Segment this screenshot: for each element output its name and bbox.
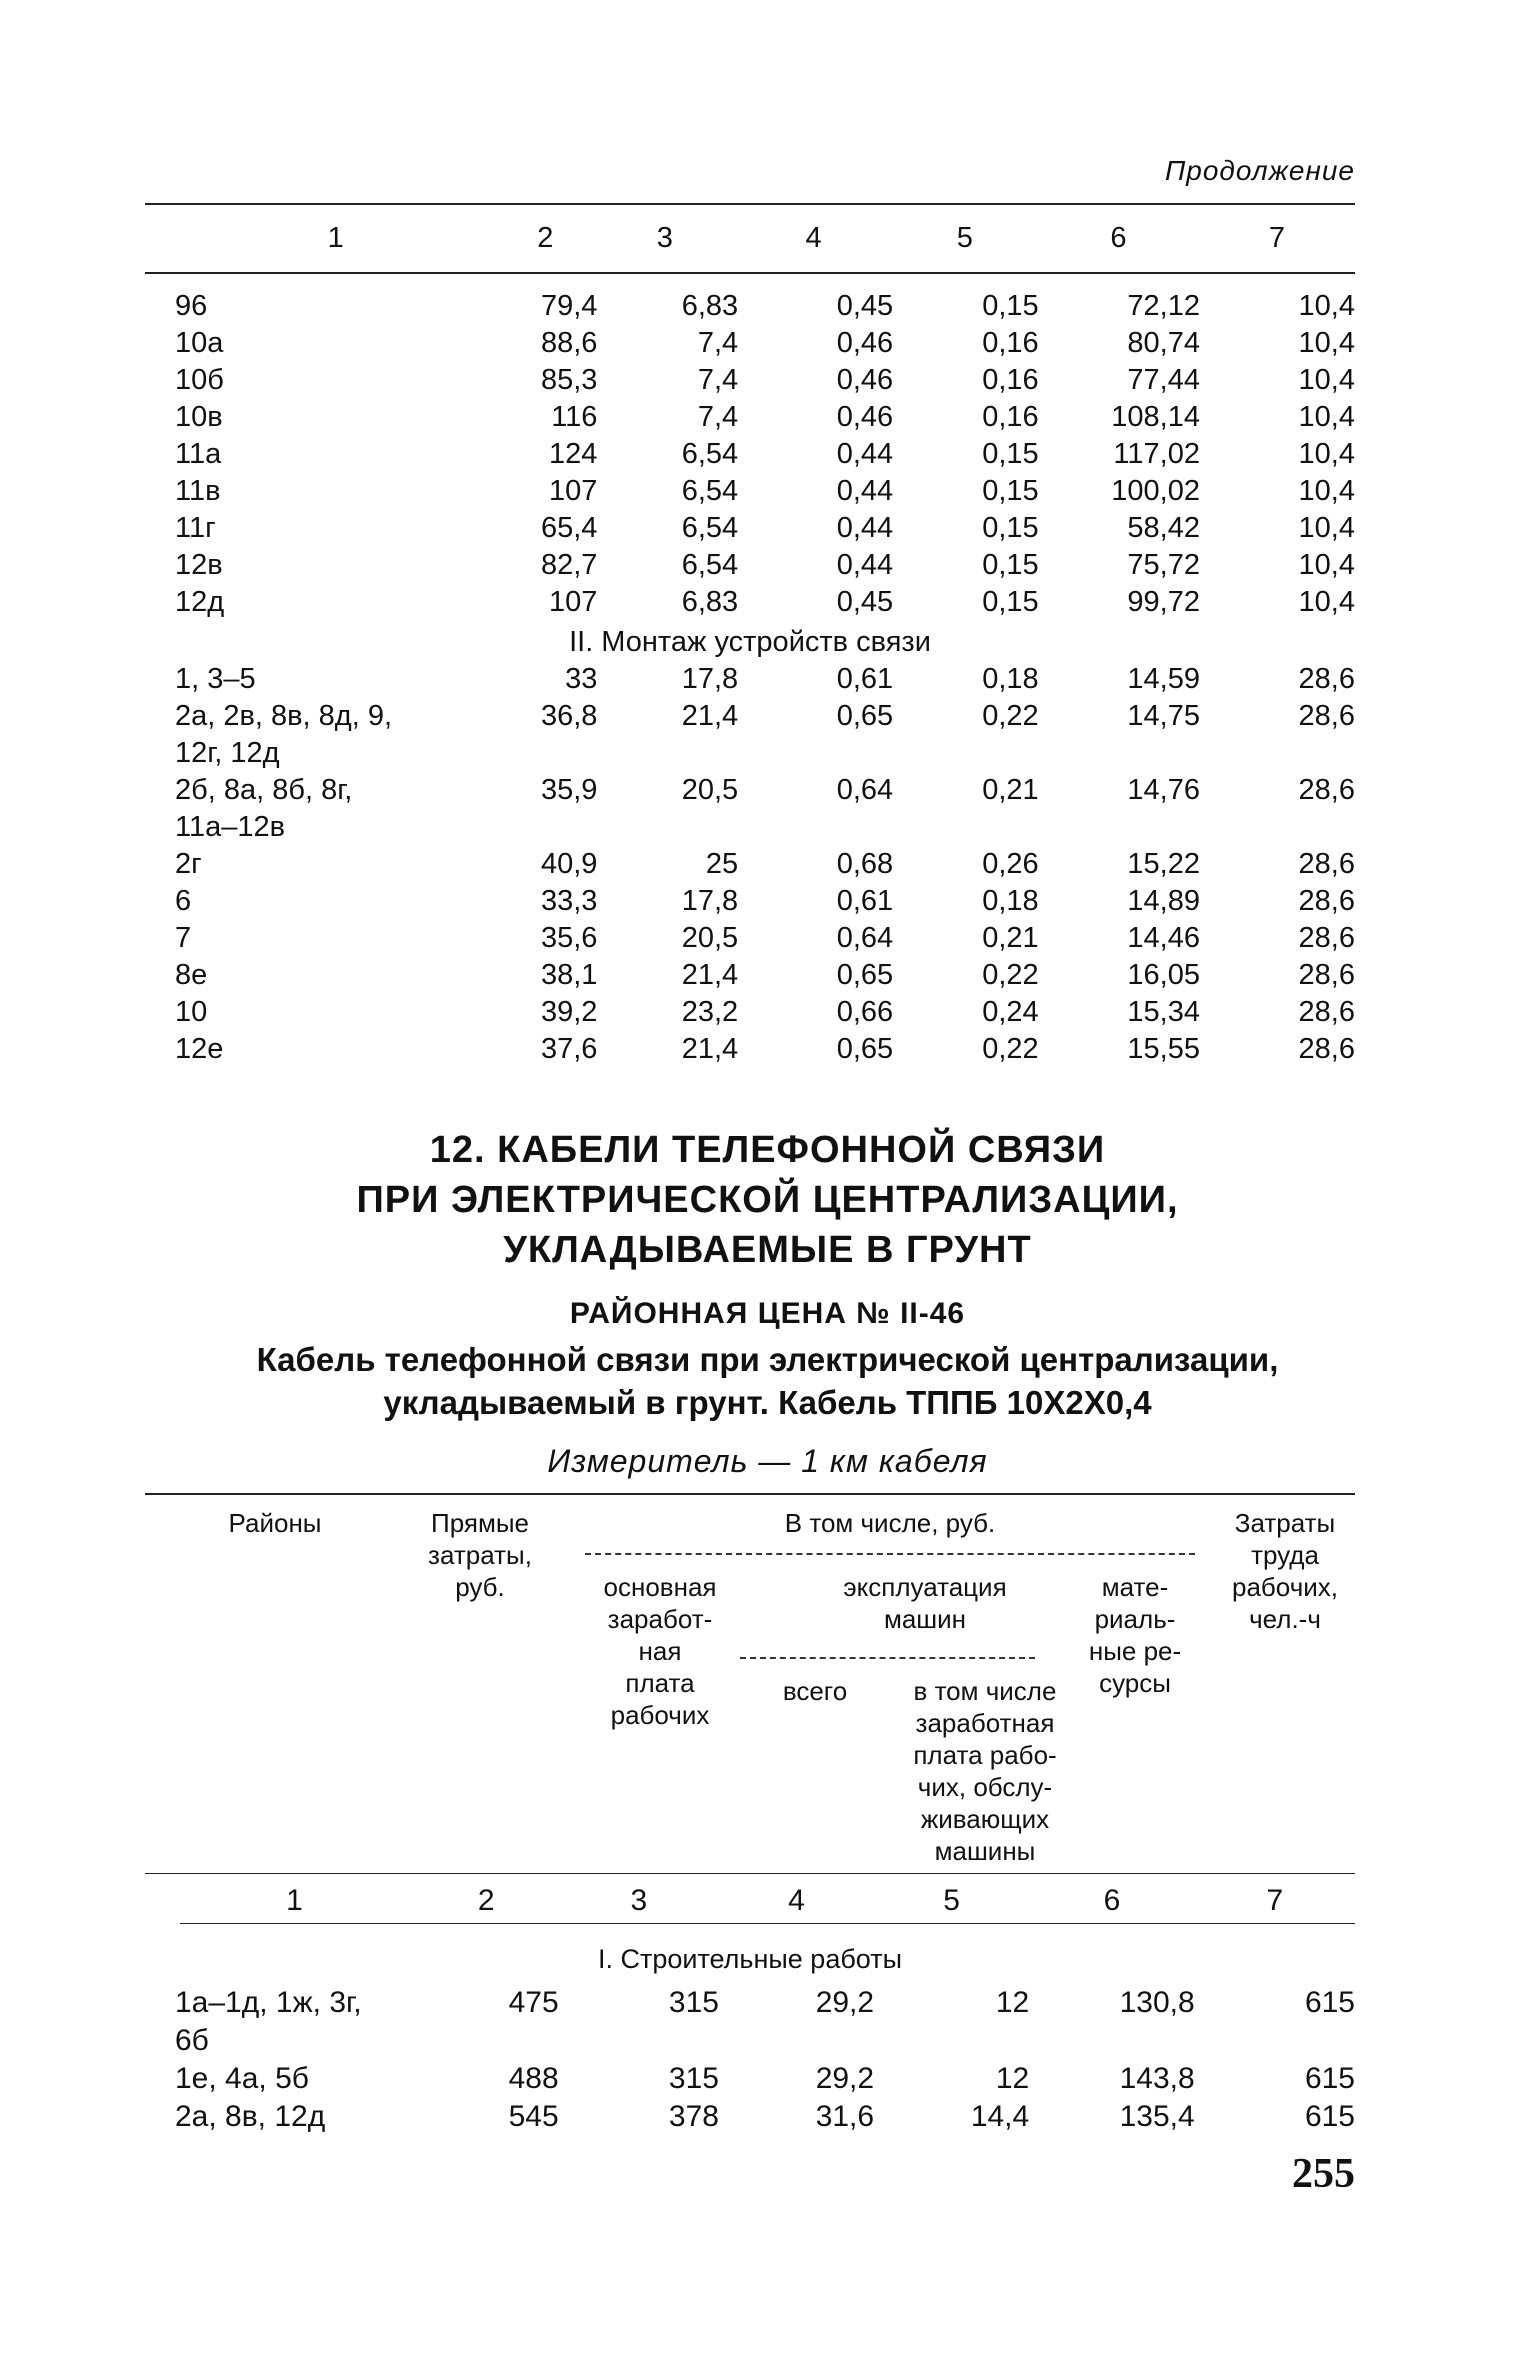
cell: 0,22: [982, 700, 1039, 732]
cell: 6,54: [681, 438, 739, 470]
cell: 28,6: [1298, 885, 1355, 917]
cell: 17,8: [681, 885, 739, 917]
cell: 21,4: [681, 1033, 739, 1065]
row-label: [145, 2098, 414, 2136]
table-row: [145, 1984, 1355, 2060]
cell: 31,6: [815, 2100, 875, 2133]
cell: 38,1: [540, 959, 598, 991]
cell: 0,15: [982, 586, 1039, 618]
row-label: 11г: [175, 512, 216, 544]
cell: 14,59: [1127, 663, 1200, 695]
cell: 545: [508, 2100, 559, 2133]
cell: 0,24: [982, 996, 1039, 1028]
cell: 10,4: [1298, 475, 1355, 507]
row-label-line: 12г, 12д: [175, 737, 280, 769]
row-label-line: 2а, 2в, 8в, 8д, 9,: [175, 700, 393, 732]
column-number: 5: [943, 1884, 960, 1917]
table-row: [145, 473, 1355, 510]
cell: 0,16: [982, 364, 1039, 396]
row-label-line: 12е: [175, 1033, 224, 1065]
cell: 0,22: [982, 959, 1039, 991]
cell: 39,2: [540, 996, 598, 1028]
cell: 6,54: [681, 512, 739, 544]
cell: 107: [549, 475, 598, 507]
cell: 0,61: [836, 885, 894, 917]
table-row: [145, 957, 1355, 994]
cell: 475: [508, 1986, 559, 2019]
cell: 0,15: [982, 512, 1039, 544]
table-row: [145, 772, 1355, 846]
section-row: [145, 621, 1355, 661]
table-row: [145, 994, 1355, 1031]
header-including-wage: в том числе заработная плата рабо- чих, обслу- живающих машины: [913, 1676, 1057, 1866]
cell: 0,15: [982, 290, 1039, 322]
cell: 6,54: [681, 475, 739, 507]
cell: 33,3: [540, 885, 598, 917]
measure-label: Измеритель — 1 км кабеля: [547, 1443, 988, 1479]
cell: 0,65: [836, 1033, 894, 1065]
cell: 116: [551, 401, 598, 433]
cell: 28,6: [1298, 700, 1355, 732]
cell: 28,6: [1298, 848, 1355, 880]
row-label-line: 10: [175, 996, 208, 1028]
cell: 0,65: [836, 959, 894, 991]
table2-colnum-rule: [180, 1923, 1355, 1924]
row-label-line: 1е, 4а, 5б: [175, 2062, 309, 2095]
cell: 615: [1304, 2100, 1355, 2133]
row-label: [145, 661, 500, 698]
table-row: [145, 510, 1355, 547]
cell: 88,6: [540, 327, 598, 359]
cell: 10,4: [1298, 512, 1355, 544]
cell: 58,42: [1127, 512, 1200, 544]
cell: 615: [1304, 1986, 1355, 2019]
table1-header-rule: [145, 272, 1355, 274]
cell: 14,4: [970, 2100, 1030, 2133]
cell: 0,46: [836, 327, 894, 359]
cell: 10,4: [1298, 401, 1355, 433]
row-label: 10в: [175, 401, 223, 433]
table-row: [145, 399, 1355, 436]
cell: 0,18: [982, 663, 1039, 695]
row-label: 96: [175, 290, 208, 322]
column-number: 3: [630, 1884, 648, 1917]
row-label: [145, 2060, 414, 2098]
table1-top-rule: [145, 203, 1355, 205]
cell: 7,4: [697, 401, 739, 433]
cell: 0,45: [836, 586, 894, 618]
cell: 100,02: [1111, 475, 1200, 507]
cell: 7,4: [697, 364, 739, 396]
cell: 37,6: [540, 1033, 598, 1065]
cell: 15,34: [1127, 996, 1200, 1028]
cell: 0,15: [982, 438, 1039, 470]
column-number: 2: [477, 1884, 495, 1917]
cell: 0,61: [836, 663, 894, 695]
section-title: II. Монтаж устройств связи: [569, 626, 931, 658]
header-regions: Районы: [228, 1508, 322, 1538]
cell: 0,44: [836, 549, 894, 581]
row-label: 11а: [175, 438, 222, 470]
cell: 0,44: [836, 475, 894, 507]
cell: 378: [668, 2100, 719, 2133]
row-label: [145, 772, 500, 846]
cell: 0,16: [982, 401, 1039, 433]
cell: 28,6: [1298, 663, 1355, 695]
row-label: [145, 1031, 500, 1068]
column-number: 7: [1266, 1884, 1284, 1917]
cell: 0,46: [836, 364, 894, 396]
cell: 82,7: [540, 549, 598, 581]
cell: 15,22: [1127, 848, 1200, 880]
cell: 21,4: [681, 700, 739, 732]
cell: 35,6: [540, 922, 598, 954]
cell: 40,9: [540, 848, 598, 880]
table-row: [145, 288, 1355, 325]
cell: 21,4: [681, 959, 739, 991]
cell: 99,72: [1127, 586, 1200, 618]
cell: 0,44: [836, 512, 894, 544]
row-label: 12в: [175, 549, 223, 581]
row-label: [145, 994, 500, 1031]
column-number: 7: [1268, 222, 1286, 254]
cell: 117,02: [1113, 438, 1200, 470]
table-row: [145, 846, 1355, 883]
cell: 14,46: [1127, 922, 1200, 954]
row-label: [145, 846, 500, 883]
section12-title: [0, 1125, 1535, 1275]
row-label: [145, 698, 500, 772]
cell: 28,6: [1298, 959, 1355, 991]
cell: 79,4: [540, 290, 598, 322]
cell: 14,76: [1127, 774, 1200, 806]
table2-header-rule: [145, 1873, 1355, 1874]
cell: 12: [995, 2062, 1030, 2095]
cell: 0,21: [982, 774, 1039, 806]
header-materials: мате- риаль- ные ре- сурсы: [1088, 1572, 1182, 1698]
description-line: укладываемый в грунт. Кабель ТППБ 10Х2Х0,4: [383, 1384, 1152, 1421]
header-dash-1: [585, 1553, 1195, 1555]
cell: 315: [668, 2062, 719, 2095]
table-row: [145, 1031, 1355, 1068]
cell: 25: [705, 848, 739, 880]
table-row: [145, 920, 1355, 957]
column-number: 4: [805, 222, 822, 254]
cell: 12: [995, 1986, 1030, 2019]
cell: 130,8: [1119, 1986, 1195, 2019]
cell: 10,4: [1298, 586, 1355, 618]
row-label: [145, 957, 500, 994]
cell: 35,9: [540, 774, 598, 806]
row-label-line: 6: [175, 885, 192, 917]
cell: 10,4: [1298, 364, 1355, 396]
cell: 10,4: [1298, 549, 1355, 581]
cell: 15,55: [1127, 1033, 1200, 1065]
column-number: 6: [1110, 222, 1127, 254]
row-label-line: 11а–12в: [175, 811, 286, 843]
column-number: 2: [537, 222, 554, 254]
header-machines: эксплуатация машин: [843, 1572, 1007, 1634]
table-row: [145, 2060, 1355, 2098]
cell: 14,89: [1127, 885, 1200, 917]
cell: 135,4: [1119, 2100, 1195, 2133]
table2: [145, 1940, 1355, 2136]
title-line: ПРИ ЭЛЕКТРИЧЕСКОЙ ЦЕНТРАЛИЗАЦИИ,: [356, 1179, 1179, 1221]
description-line: Кабель телефонной связи при электрической централизации,: [256, 1341, 1279, 1378]
row-label-line: 1, 3–5: [175, 663, 256, 695]
row-label-line: 2г: [175, 848, 202, 880]
header-including: В том числе, руб.: [784, 1508, 996, 1538]
cell: 17,8: [681, 663, 739, 695]
row-label: 10а: [175, 327, 224, 359]
cell: 85,3: [540, 364, 598, 396]
cell: 23,2: [681, 996, 739, 1028]
cell: 10,4: [1298, 327, 1355, 359]
header-labor: Затраты труда рабочих, чел.-ч: [1232, 1508, 1338, 1634]
cell: 7,4: [697, 327, 739, 359]
cell: 72,12: [1127, 290, 1200, 322]
row-label: [145, 1984, 414, 2060]
cell: 0,21: [982, 922, 1039, 954]
cell: 143,8: [1119, 2062, 1195, 2095]
cell: 6,54: [681, 549, 739, 581]
cell: 14,75: [1127, 700, 1200, 732]
row-label-line: 2а, 8в, 12д: [175, 2100, 326, 2133]
cell: 10,4: [1298, 290, 1355, 322]
cell: 20,5: [681, 774, 739, 806]
cell: 108,14: [1111, 401, 1200, 433]
page-number: 255: [1292, 2151, 1355, 2197]
cell: 28,6: [1298, 922, 1355, 954]
row-label-line: 7: [175, 922, 192, 954]
cell: 0,16: [982, 327, 1039, 359]
row-label-line: 2б, 8а, 8б, 8г,: [175, 774, 353, 806]
column-number: 6: [1103, 1884, 1121, 1917]
cell: 16,05: [1127, 959, 1200, 991]
cell: 10,4: [1298, 438, 1355, 470]
row-label: 12д: [175, 586, 225, 618]
cell: 315: [668, 1986, 719, 2019]
cell: 0,68: [836, 848, 894, 880]
title-line: УКЛАДЫВАЕМЫЕ В ГРУНТ: [503, 1229, 1032, 1271]
cell: 0,26: [982, 848, 1039, 880]
section-row: [145, 1940, 1355, 1984]
header-direct-costs: Прямые затраты, руб.: [428, 1508, 532, 1602]
title-line: 12. КАБЕЛИ ТЕЛЕФОННОЙ СВЯЗИ: [429, 1129, 1106, 1171]
cell: 0,18: [982, 885, 1039, 917]
table-row: [145, 661, 1355, 698]
column-number: 1: [327, 222, 344, 254]
column-number: 5: [956, 222, 973, 254]
column-number: 3: [656, 222, 673, 254]
price-description: [0, 1338, 1535, 1424]
table2-column-numbers: [145, 1882, 1355, 1920]
table-row: [145, 547, 1355, 584]
cell: 33: [565, 663, 598, 695]
cell: 28,6: [1298, 774, 1355, 806]
cell: 36,8: [540, 700, 598, 732]
cell: 80,74: [1127, 327, 1200, 359]
row-label-line: 8е: [175, 959, 208, 991]
cell: 0,22: [982, 1033, 1039, 1065]
table-row: [145, 698, 1355, 772]
cell: 615: [1304, 2062, 1355, 2095]
cell: 0,44: [836, 438, 894, 470]
column-number: 4: [788, 1884, 805, 1917]
row-label: [145, 883, 500, 920]
header-basic-wage: основная заработ- ная плата рабочих: [603, 1572, 717, 1730]
cell: 0,66: [836, 996, 894, 1028]
table-row: [145, 436, 1355, 473]
row-label-line: 1а–1д, 1ж, 3г,: [175, 1986, 362, 2019]
table-row: [145, 584, 1355, 621]
cell: 0,45: [836, 290, 894, 322]
header-total: всего: [782, 1676, 848, 1706]
table2-top-rule: [145, 1493, 1355, 1495]
cell: 6,83: [681, 290, 739, 322]
row-label: 11в: [175, 475, 221, 507]
cell: 0,46: [836, 401, 894, 433]
cell: 65,4: [540, 512, 598, 544]
table1: [145, 288, 1355, 1068]
row-label: 10б: [175, 364, 224, 396]
cell: 124: [549, 438, 598, 470]
header-dash-2: [740, 1657, 1035, 1659]
cell: 28,6: [1298, 996, 1355, 1028]
table-row: [145, 325, 1355, 362]
price-label: РАЙОННАЯ ЦЕНА № II-46: [569, 1297, 966, 1330]
cell: 77,44: [1127, 364, 1200, 396]
cell: 29,2: [815, 1986, 875, 2019]
table-row: [145, 883, 1355, 920]
cell: 20,5: [681, 922, 739, 954]
cell: 107: [549, 586, 598, 618]
cell: 28,6: [1298, 1033, 1355, 1065]
continuation-label: Продолжение: [1164, 155, 1355, 186]
row-label-line: 6б: [175, 2024, 209, 2057]
column-number: 1: [286, 1884, 303, 1917]
cell: 75,72: [1127, 549, 1200, 581]
cell: 29,2: [815, 2062, 875, 2095]
table-row: [145, 362, 1355, 399]
cell: 6,83: [681, 586, 739, 618]
cell: 0,15: [982, 475, 1039, 507]
cell: 0,65: [836, 700, 894, 732]
row-label: [145, 920, 500, 957]
section-title: I. Строительные работы: [597, 1944, 902, 1974]
cell: 0,64: [836, 774, 894, 806]
table1-column-numbers: [145, 220, 1355, 257]
table-row: [145, 2098, 1355, 2136]
cell: 488: [508, 2062, 559, 2095]
cell: 0,64: [836, 922, 894, 954]
cell: 0,15: [982, 549, 1039, 581]
